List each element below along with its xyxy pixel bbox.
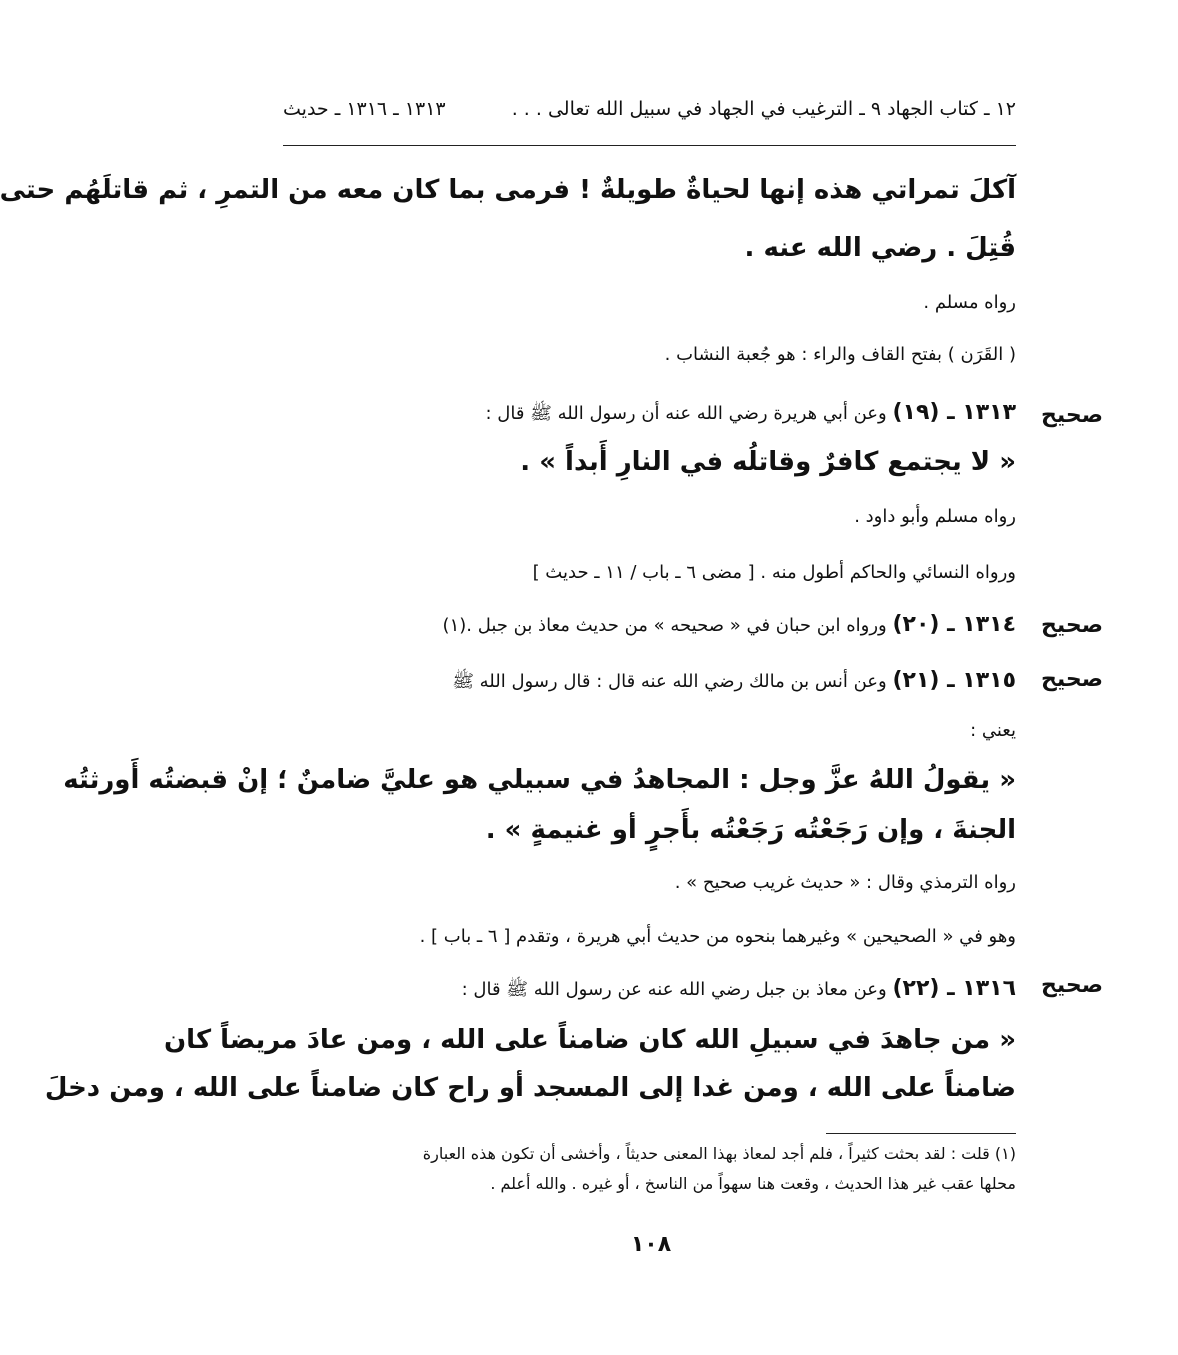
footnote-line-2: محلها عقب غير هذا الحديث ، وقعت هنا سهواً من الناسخ ، أو غيره . والله أعلم .	[490, 1174, 1016, 1193]
hadith-1315-source-1: رواه الترمذي وقال : « حديث غريب صحيح » .	[674, 872, 1016, 893]
hadith-1314-lead	[283, 608, 1016, 643]
grade-1314: صحيح	[1041, 613, 1103, 638]
hadith-1313-source-2: ورواه النسائي والحاكم أطول منه . [ مضى ٦ ـ باب / ١١ ـ حديث ]	[532, 562, 1016, 583]
hadith-1315-lead-text: وعن أنس بن مالك رضي الله عنه قال : قال رسول الله ﷺ	[452, 671, 887, 692]
page-number: ١٠٨	[630, 1232, 672, 1257]
header-hadith-range: ١٣١٣ ـ ١٣١٦ ـ حديث	[283, 98, 446, 120]
hadith-1315-text-1: « يقولُ اللهُ عزَّ وجل : المجاهدُ في سبيلي هو عليَّ ضامنٌ ؛ إنْ قبضتُه أَورثتُه	[63, 765, 1016, 795]
hadith-1313-source-1: رواه مسلم وأبو داود .	[854, 506, 1016, 527]
header-title: ١٢ ـ كتاب الجهاد ٩ ـ الترغيب في الجهاد في سبيل الله تعالى . . .	[511, 98, 1016, 120]
intro-source: رواه مسلم .	[923, 292, 1016, 313]
footnote-line-1: (١) قلت : لقد بحثت كثيراً ، فلم أجد لمعاذ بهذا المعنى حديثاً ، وأخشى أن تكون هذه العبارة	[422, 1144, 1016, 1163]
hadith-1315-number: ١٣١٥ ـ (٢١)	[892, 668, 1016, 693]
hadith-1316-number: ١٣١٦ ـ (٢٢)	[892, 976, 1016, 1001]
hadith-1313-text: « لا يجتمع كافرٌ وقاتلُه في النارِ أَبداً » .	[520, 447, 1016, 477]
hadith-1315-text-2: الجنةَ ، وإن رَجَعْتُه رَجَعْتُه بأَجرٍ أو غنيمةٍ » .	[485, 815, 1016, 845]
hadith-1315-lead	[283, 664, 1016, 699]
hadith-1314-lead-text: ورواه ابن حبان في « صحيحه » من حديث معاذ بن جبل .(١)	[442, 615, 887, 636]
grade-1315: صحيح	[1041, 667, 1103, 692]
header-rule	[283, 145, 1016, 146]
intro-line-2: قُتِلَ . رضي الله عنه .	[744, 233, 1016, 263]
hadith-1313-number: ١٣١٣ ـ (١٩)	[892, 400, 1016, 425]
hadith-1313-lead	[283, 396, 1016, 431]
hadith-1315-source-2: وهو في « الصحيحين » وغيرهما بنحوه من حديث أبي هريرة ، وتقدم [ ٦ ـ باب ] .	[419, 926, 1016, 947]
grade-1316: صحيح	[1041, 973, 1103, 998]
hadith-1316-lead	[283, 972, 1016, 1007]
intro-line-1: آكلَ تمراتي هذه إنها لحياةٌ طويلةٌ ! فرمى بما كان معه من التمرِ ، ثم قاتلَهُم حتى	[0, 175, 1016, 205]
footnote-rule	[826, 1133, 1016, 1134]
hadith-1316-text-1: « من جاهدَ في سبيلِ الله كان ضامناً على الله ، ومن عادَ مريضاً كان	[163, 1025, 1016, 1055]
hadith-1314-number: ١٣١٤ ـ (٢٠)	[892, 612, 1016, 637]
running-header	[283, 92, 1016, 132]
intro-note: ( القَرَن ) بفتح القاف والراء : هو جُعبة النشاب .	[664, 344, 1016, 365]
hadith-1316-text-2: ضامناً على الله ، ومن غدا إلى المسجد أو راح كان ضامناً على الله ، ومن دخلَ	[44, 1073, 1016, 1103]
grade-1313: صحيح	[1041, 403, 1103, 428]
hadith-1315-lead-2: يعني :	[970, 720, 1016, 741]
hadith-1316-lead-text: وعن معاذ بن جبل رضي الله عنه عن رسول الله ﷺ قال :	[461, 979, 887, 1000]
hadith-1313-lead-text: وعن أبي هريرة رضي الله عنه أن رسول الله ﷺ قال :	[485, 403, 887, 424]
